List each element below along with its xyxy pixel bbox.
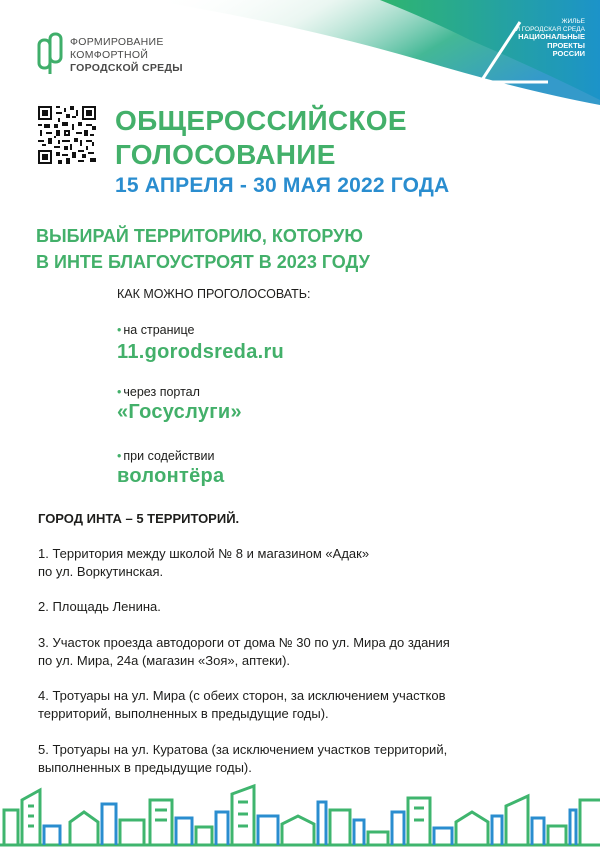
page-title — [115, 104, 407, 172]
method-1-label — [117, 323, 194, 337]
voting-dates: 15 АПРЕЛЯ - 30 МАЯ 2022 ГОДА — [115, 174, 450, 197]
title-line-2: ГОЛОСОВАНИЕ — [115, 139, 336, 170]
bullet-icon: • — [117, 449, 122, 463]
qr-code[interactable] — [38, 106, 96, 164]
fkgs-logo-text — [70, 36, 183, 75]
choose-territory-heading — [36, 223, 370, 275]
method-3-label-text: при содействии — [123, 449, 215, 463]
how-to-vote-heading: КАК МОЖНО ПРОГОЛОСОВАТЬ: — [117, 287, 311, 301]
badge-big-line-2: ПРОЕКТЫ — [547, 40, 585, 50]
territory-5-line-2: выполненных в предыдущие годы). — [38, 760, 252, 775]
logo-line-1: ФОРМИРОВАНИЕ — [70, 36, 164, 48]
badge-big-line-1: НАЦИОНАЛЬНЫЕ — [518, 32, 585, 41]
title-line-1: ОБЩЕРОССИЙСКОЕ — [115, 105, 407, 136]
territory-4-line-1: 4. Тротуары на ул. Мира (с обеих сторон, за исключением участков — [38, 688, 446, 703]
method-1-link[interactable]: 11.gorodsreda.ru — [117, 341, 285, 363]
badge-big-line-3: РОССИИ — [552, 49, 585, 58]
method-3-label — [117, 449, 214, 463]
method-2-link[interactable]: «Госуслуги» — [117, 401, 242, 423]
territory-item — [38, 545, 578, 581]
territory-1-line-2: по ул. Воркутинская. — [38, 564, 164, 579]
fkgs-logo-icon — [36, 30, 66, 75]
territory-1-line-1: 1. Территория между школой № 8 и магазином «Адак» — [38, 546, 370, 561]
territory-3-line-2: по ул. Мира, 24а (магазин «Зоя», аптеки). — [38, 653, 291, 668]
method-1-label-text: на странице — [123, 323, 195, 337]
method-2-label-text: через портал — [123, 385, 200, 399]
logo-line-2: КОМФОРТНОЙ — [70, 49, 149, 61]
territory-4-line-2: территорий, выполненных в предыдущие годы). — [38, 706, 329, 721]
national-projects-badge — [503, 18, 585, 59]
territory-item — [38, 598, 578, 616]
badge-small-line-2: И ГОРОДСКАЯ СРЕДА — [515, 25, 585, 33]
choose-line-1: ВЫБИРАЙ ТЕРРИТОРИЮ, КОТОРУЮ — [36, 226, 363, 246]
territory-item — [38, 687, 578, 723]
bullet-icon: • — [117, 385, 122, 399]
territories-heading: ГОРОД ИНТА – 5 ТЕРРИТОРИЙ. — [38, 511, 240, 526]
territory-3-line-1: 3. Участок проезда автодороги от дома № 30 по ул. Мира до здания — [38, 635, 450, 650]
choose-line-2: В ИНТЕ БЛАГОУСТРОЯТ В 2023 ГОДУ — [36, 252, 370, 272]
territory-5-line-1: 5. Тротуары на ул. Куратова (за исключением участков территорий, — [38, 742, 448, 757]
cityscape-decoration — [0, 782, 600, 847]
territory-2-line-1: 2. Площадь Ленина. — [38, 599, 161, 614]
territory-item — [38, 741, 578, 777]
bullet-icon: • — [117, 323, 122, 337]
badge-small-line-1: ЖИЛЬЕ — [561, 18, 585, 25]
method-3-value: волонтёра — [117, 465, 225, 487]
territory-item — [38, 634, 578, 670]
logo-line-3: ГОРОДСКОЙ СРЕДЫ — [70, 62, 183, 74]
method-2-label — [117, 385, 200, 399]
